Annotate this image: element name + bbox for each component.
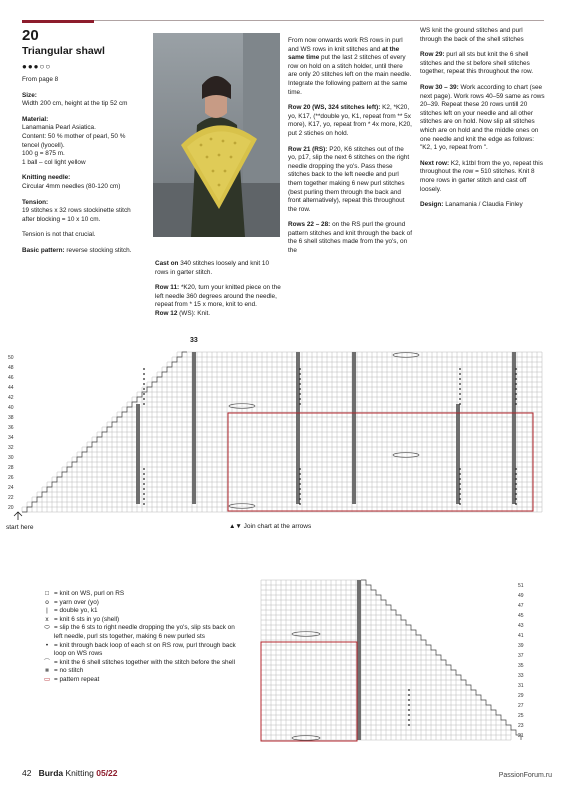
basic-pattern-heading: Basic pattern: <box>22 246 65 254</box>
row-label: 49 <box>518 593 524 599</box>
shell-dot <box>299 393 301 395</box>
filled-square-icon: ■ <box>45 667 49 675</box>
circle-icon: o <box>45 598 49 606</box>
shell-dot <box>143 468 145 470</box>
column-instructions-3 <box>420 27 546 217</box>
row-label: 46 <box>8 375 14 381</box>
legend-item <box>40 590 240 599</box>
shell-dot <box>299 373 301 375</box>
no-stitch-column <box>352 404 356 504</box>
shell-dot <box>515 488 517 490</box>
top-rule <box>22 20 544 21</box>
legend-item <box>40 642 240 659</box>
page-number: 42 <box>22 768 32 778</box>
next-row-text <box>420 160 546 194</box>
shell-dot <box>515 468 517 470</box>
watermark: PassionForum.ru <box>498 772 552 779</box>
bar-icon: | <box>46 607 48 615</box>
shell-dot <box>515 498 517 500</box>
intro-c: put the last 2 stitches of every row on hold on a stitch holder, until there are only 20 stitches left on the main needle. Integrate the following pattern at the same time. <box>288 54 412 96</box>
legend-text: = knit on WS, purl on RS <box>54 590 125 597</box>
shell-dot <box>515 383 517 385</box>
row-label: 43 <box>518 623 524 629</box>
row-label: 40 <box>8 405 14 411</box>
row11-label: Row 11: <box>155 284 180 292</box>
shell-dot <box>143 493 145 495</box>
row-label: 31 <box>518 683 524 689</box>
row-label: 26 <box>8 475 14 481</box>
row-label: 32 <box>8 445 14 451</box>
material-heading: Material: <box>22 115 49 123</box>
row-label: 29 <box>518 693 524 699</box>
row12-label: Row 12 <box>155 309 178 317</box>
legend-item <box>40 659 240 668</box>
legend-item <box>40 599 240 608</box>
continuation-text: WS knit the ground stitches and purl through the back of the shell stitches <box>420 27 524 43</box>
shell-dot <box>143 378 145 380</box>
row-label: 51 <box>518 583 524 589</box>
intro-bold: at the same time <box>288 45 400 62</box>
row-label: 39 <box>518 643 524 649</box>
shell-dot <box>408 694 410 696</box>
legend-text: = slip the 6 sts to right needle dropping the yo's, slip sts back on left needle, purl sts together, making 6 new purled sts <box>54 624 235 640</box>
legend-item <box>40 624 240 641</box>
legend-text: = double yo, k1 <box>54 607 98 615</box>
shell-dot <box>143 488 145 490</box>
tension-text: 19 stitches x 32 rows stockinette stitch after blocking = 10 x 10 cm. <box>22 207 131 223</box>
shell-dot <box>408 699 410 701</box>
material-line: Content: 50 % mother of pearl, 50 % tencel (lyocell). <box>22 132 126 149</box>
repeat-box-icon: ▭ <box>43 675 51 683</box>
rows22-28-body: on the RS purl the ground pattern stitches and knit through the back of the 6 shell stitches made from the yo's, on the <box>288 221 412 255</box>
row20-text <box>288 104 413 138</box>
shell-dot <box>408 714 410 716</box>
knitting-chart-2 <box>256 578 556 748</box>
page-footer <box>22 768 118 778</box>
row-label: 30 <box>8 455 14 461</box>
row-label: 42 <box>8 395 14 401</box>
arc-icon: ⌒ <box>43 658 51 666</box>
shell-dot <box>515 388 517 390</box>
no-stitch-column <box>192 404 196 504</box>
row-label: 48 <box>8 365 14 371</box>
row12-body: (WS): Knit. <box>179 309 211 317</box>
dot-icon: • <box>45 641 49 649</box>
tension-section <box>22 199 140 240</box>
row29-text <box>420 51 546 77</box>
legend-text: = pattern repeat <box>54 675 100 683</box>
shell-dot <box>459 373 461 375</box>
shell-dot <box>143 473 145 475</box>
legend-text: = knit 6 sts in yo (shell) <box>54 615 120 623</box>
shell-dot <box>299 493 301 495</box>
shell-dot <box>515 493 517 495</box>
row-label: 38 <box>8 415 14 421</box>
row-label: 27 <box>518 703 524 709</box>
pattern-repeat-box <box>261 642 357 741</box>
shell-dot <box>459 473 461 475</box>
row-label: 37 <box>518 653 524 659</box>
shell-dot <box>459 503 461 505</box>
magazine-name: Knitting <box>65 768 94 778</box>
join-chart-note: ▲▼ Join chart at the arrows <box>229 523 312 530</box>
legend-item <box>40 667 240 676</box>
shell-dot <box>143 398 145 400</box>
material-line: Lanamania Pearl Asiatica. <box>22 124 96 132</box>
shell-dot <box>459 388 461 390</box>
legend-text: = no stitch <box>54 667 84 675</box>
cast-on-body: 340 stitches loosely and knit 10 rows in garter stitch. <box>155 260 270 276</box>
pattern-number: 20 <box>22 27 39 44</box>
row20-label: Row 20 (WS, 324 stitches left): <box>288 104 381 112</box>
row-label: 33 <box>518 673 524 679</box>
row-label: 44 <box>8 385 14 391</box>
shell-dot <box>515 368 517 370</box>
chart1-stitch-count: 33 <box>190 337 198 344</box>
row-label: 50 <box>8 355 14 361</box>
legend-item <box>40 676 240 685</box>
row-label: 36 <box>8 425 14 431</box>
basic-pattern-text: reverse stocking stitch. <box>66 246 132 254</box>
start-here-label: start here <box>6 524 34 531</box>
tension-heading: Tension: <box>22 198 49 206</box>
row11-body: *K20, turn your knitted piece on the left needle 360 degrees around the needle, repeat from * 15 x more, knit to end. <box>155 284 281 309</box>
shell-dot <box>143 498 145 500</box>
shell-dot <box>515 403 517 405</box>
shell-dot <box>515 503 517 505</box>
cast-on-text <box>155 260 281 277</box>
shell-dot <box>143 483 145 485</box>
difficulty-rating: ●●●○○ <box>22 62 52 71</box>
shell-dot <box>459 478 461 480</box>
row29-label: Row 29: <box>420 51 445 59</box>
pattern-title: Triangular shawl <box>22 45 105 57</box>
column-specs <box>22 76 140 263</box>
shell-dot <box>299 503 301 505</box>
no-stitch-column <box>136 404 140 504</box>
row20-body: K2, *K20, yo, K17, (**double yo, K1, repeat from ** 5x more), K17, yo, repeat from * 4x more, K20, put 2 stiches on hold. <box>288 104 412 137</box>
next-row-label: Next row: <box>420 159 450 167</box>
no-stitch-column <box>296 352 300 404</box>
shell-dot <box>515 373 517 375</box>
shell-dot <box>515 473 517 475</box>
size-heading: Size: <box>22 91 37 99</box>
shell-dot <box>299 473 301 475</box>
empty-square-icon: □ <box>45 590 49 597</box>
shell-dot <box>143 383 145 385</box>
basic-pattern <box>22 247 140 256</box>
shell-dot <box>299 468 301 470</box>
material-line: 100 g = 875 m. <box>22 150 65 158</box>
shell-dot <box>408 724 410 726</box>
shell-dot <box>459 368 461 370</box>
issue-number: 05/22 <box>96 768 118 778</box>
size-text: Width 200 cm, height at the tip 52 cm <box>22 100 128 108</box>
shell-dot <box>515 398 517 400</box>
shell-dot <box>459 483 461 485</box>
shell-dot <box>459 493 461 495</box>
shell-dot <box>459 398 461 400</box>
cast-on-label: Cast on <box>155 260 179 267</box>
row-label: 28 <box>8 465 14 471</box>
no-stitch-column <box>512 352 516 404</box>
row-label: 47 <box>518 603 524 609</box>
legend-text: = knit the 6 shell stitches together with the stitch before the shell <box>54 658 235 666</box>
no-stitch-column <box>357 580 361 740</box>
row-label: 21 <box>518 733 524 739</box>
intro-a: From now onwards work RS rows in purl and WS rows in knit stitches and <box>288 37 403 53</box>
shell-dot <box>299 488 301 490</box>
legend-item <box>40 616 240 625</box>
shell-dot <box>459 488 461 490</box>
tension-note: Tension is not that crucial. <box>22 231 96 239</box>
shell-dot <box>459 393 461 395</box>
shell-dot <box>143 388 145 390</box>
legend-item <box>40 607 240 616</box>
no-stitch-column <box>352 352 356 404</box>
shell-dot <box>299 498 301 500</box>
shell-dot <box>299 398 301 400</box>
legend-text: = knit through back loop of each st on RS row, purl through back loop on WS rows <box>54 641 236 658</box>
needles-text: Circular 4mm needles (80-120 cm) <box>22 182 121 190</box>
column-instructions-1 <box>155 260 281 319</box>
cross-icon: x <box>45 615 49 623</box>
shell-dot <box>143 368 145 370</box>
shell-dot <box>143 503 145 505</box>
row-label: 34 <box>8 435 14 441</box>
size-section <box>22 92 140 109</box>
row29-body: purl all sts but knit the 6 shell stitches and the st before shell stitches together, repeat this throughout the row. <box>420 51 533 76</box>
knitting-chart-1 <box>6 344 546 534</box>
shell-dot <box>408 709 410 711</box>
shell-dot <box>299 388 301 390</box>
design-label: Design: <box>420 201 444 209</box>
shell-dot <box>459 403 461 405</box>
row-label: 41 <box>518 633 524 639</box>
design-body: Lanamania / Claudia Finley <box>445 201 523 209</box>
shell-dot <box>143 478 145 480</box>
rows30-39-text <box>420 84 546 153</box>
shell-dot <box>408 719 410 721</box>
shell-dot <box>408 689 410 691</box>
shell-dot <box>143 373 145 375</box>
model-photo <box>153 33 280 237</box>
shell-dot <box>515 483 517 485</box>
rows22-28-text <box>288 221 413 255</box>
shell-dot <box>515 393 517 395</box>
design-credit <box>420 201 546 210</box>
row-label: 35 <box>518 663 524 669</box>
row-label: 22 <box>8 495 14 501</box>
needles-section <box>22 174 140 191</box>
shell-dot <box>515 478 517 480</box>
row-label: 45 <box>518 613 524 619</box>
legend-text: = yarn over (yo) <box>54 598 99 606</box>
needles-heading: Knitting needle: <box>22 174 71 182</box>
shell-dot <box>299 383 301 385</box>
shell-dot <box>459 383 461 385</box>
shell-dot <box>299 478 301 480</box>
next-row-body: K2, k1tbl from the yo, repeat this throughout the row = 510 stitches. Knit 8 more rows in garter stitch and cast off loosely. <box>420 159 543 193</box>
row11-text <box>155 284 281 310</box>
shell-dot <box>515 378 517 380</box>
rows22-28-label: Rows 22 – 28: <box>288 221 331 229</box>
shell-dot <box>143 393 145 395</box>
row-label: 23 <box>518 723 524 729</box>
shell-dot <box>408 704 410 706</box>
rows30-39-body: Work according to chart (see next page). Work rows 40–59 same as rows 20–39. Repeat these 20 rows untill 20 stitches left on your needle and all other stitches are on hold. Now slip all stitches which are on hold and the middle ones on one needle and knit the edge as follows: "K2, 1 yo, repeat from ". <box>420 83 545 152</box>
material-section <box>22 116 140 168</box>
shell-dot <box>143 403 145 405</box>
row-label: 24 <box>8 485 14 491</box>
material-line: 1 ball – col light yellow <box>22 158 86 166</box>
from-page: From page 8 <box>22 76 59 83</box>
shell-dot <box>459 498 461 500</box>
shell-dot <box>299 378 301 380</box>
chart-legend <box>40 590 240 685</box>
row-label: 25 <box>518 713 524 719</box>
accent-bar <box>22 20 94 23</box>
start-arrow-icon <box>14 512 22 520</box>
shell-dot <box>299 483 301 485</box>
shell-dot <box>459 378 461 380</box>
row12-text <box>155 310 281 319</box>
column-instructions-2 <box>288 37 413 263</box>
shell-dot <box>299 368 301 370</box>
rows30-39-label: Row 30 – 39: <box>420 83 459 91</box>
oval-icon: ⬭ <box>44 624 50 632</box>
row-label: 20 <box>8 505 14 511</box>
intro-text <box>288 37 413 97</box>
brand-name: Burda <box>38 768 64 778</box>
shell-dot <box>299 403 301 405</box>
shell-dot <box>459 468 461 470</box>
row21-body: P20, K6 stitches out of the yo, p17, slip the next 6 stitches on the right needle dropping the yo's. Pass these stitches back to the left needle and purl them together making 6 new purl stitches (best purling them through the back and front alternatively), repeat this throughout the row. <box>288 145 410 213</box>
row21-label: Row 21 (RS): <box>288 145 328 153</box>
row21-text <box>288 146 413 215</box>
no-stitch-column <box>192 352 196 404</box>
